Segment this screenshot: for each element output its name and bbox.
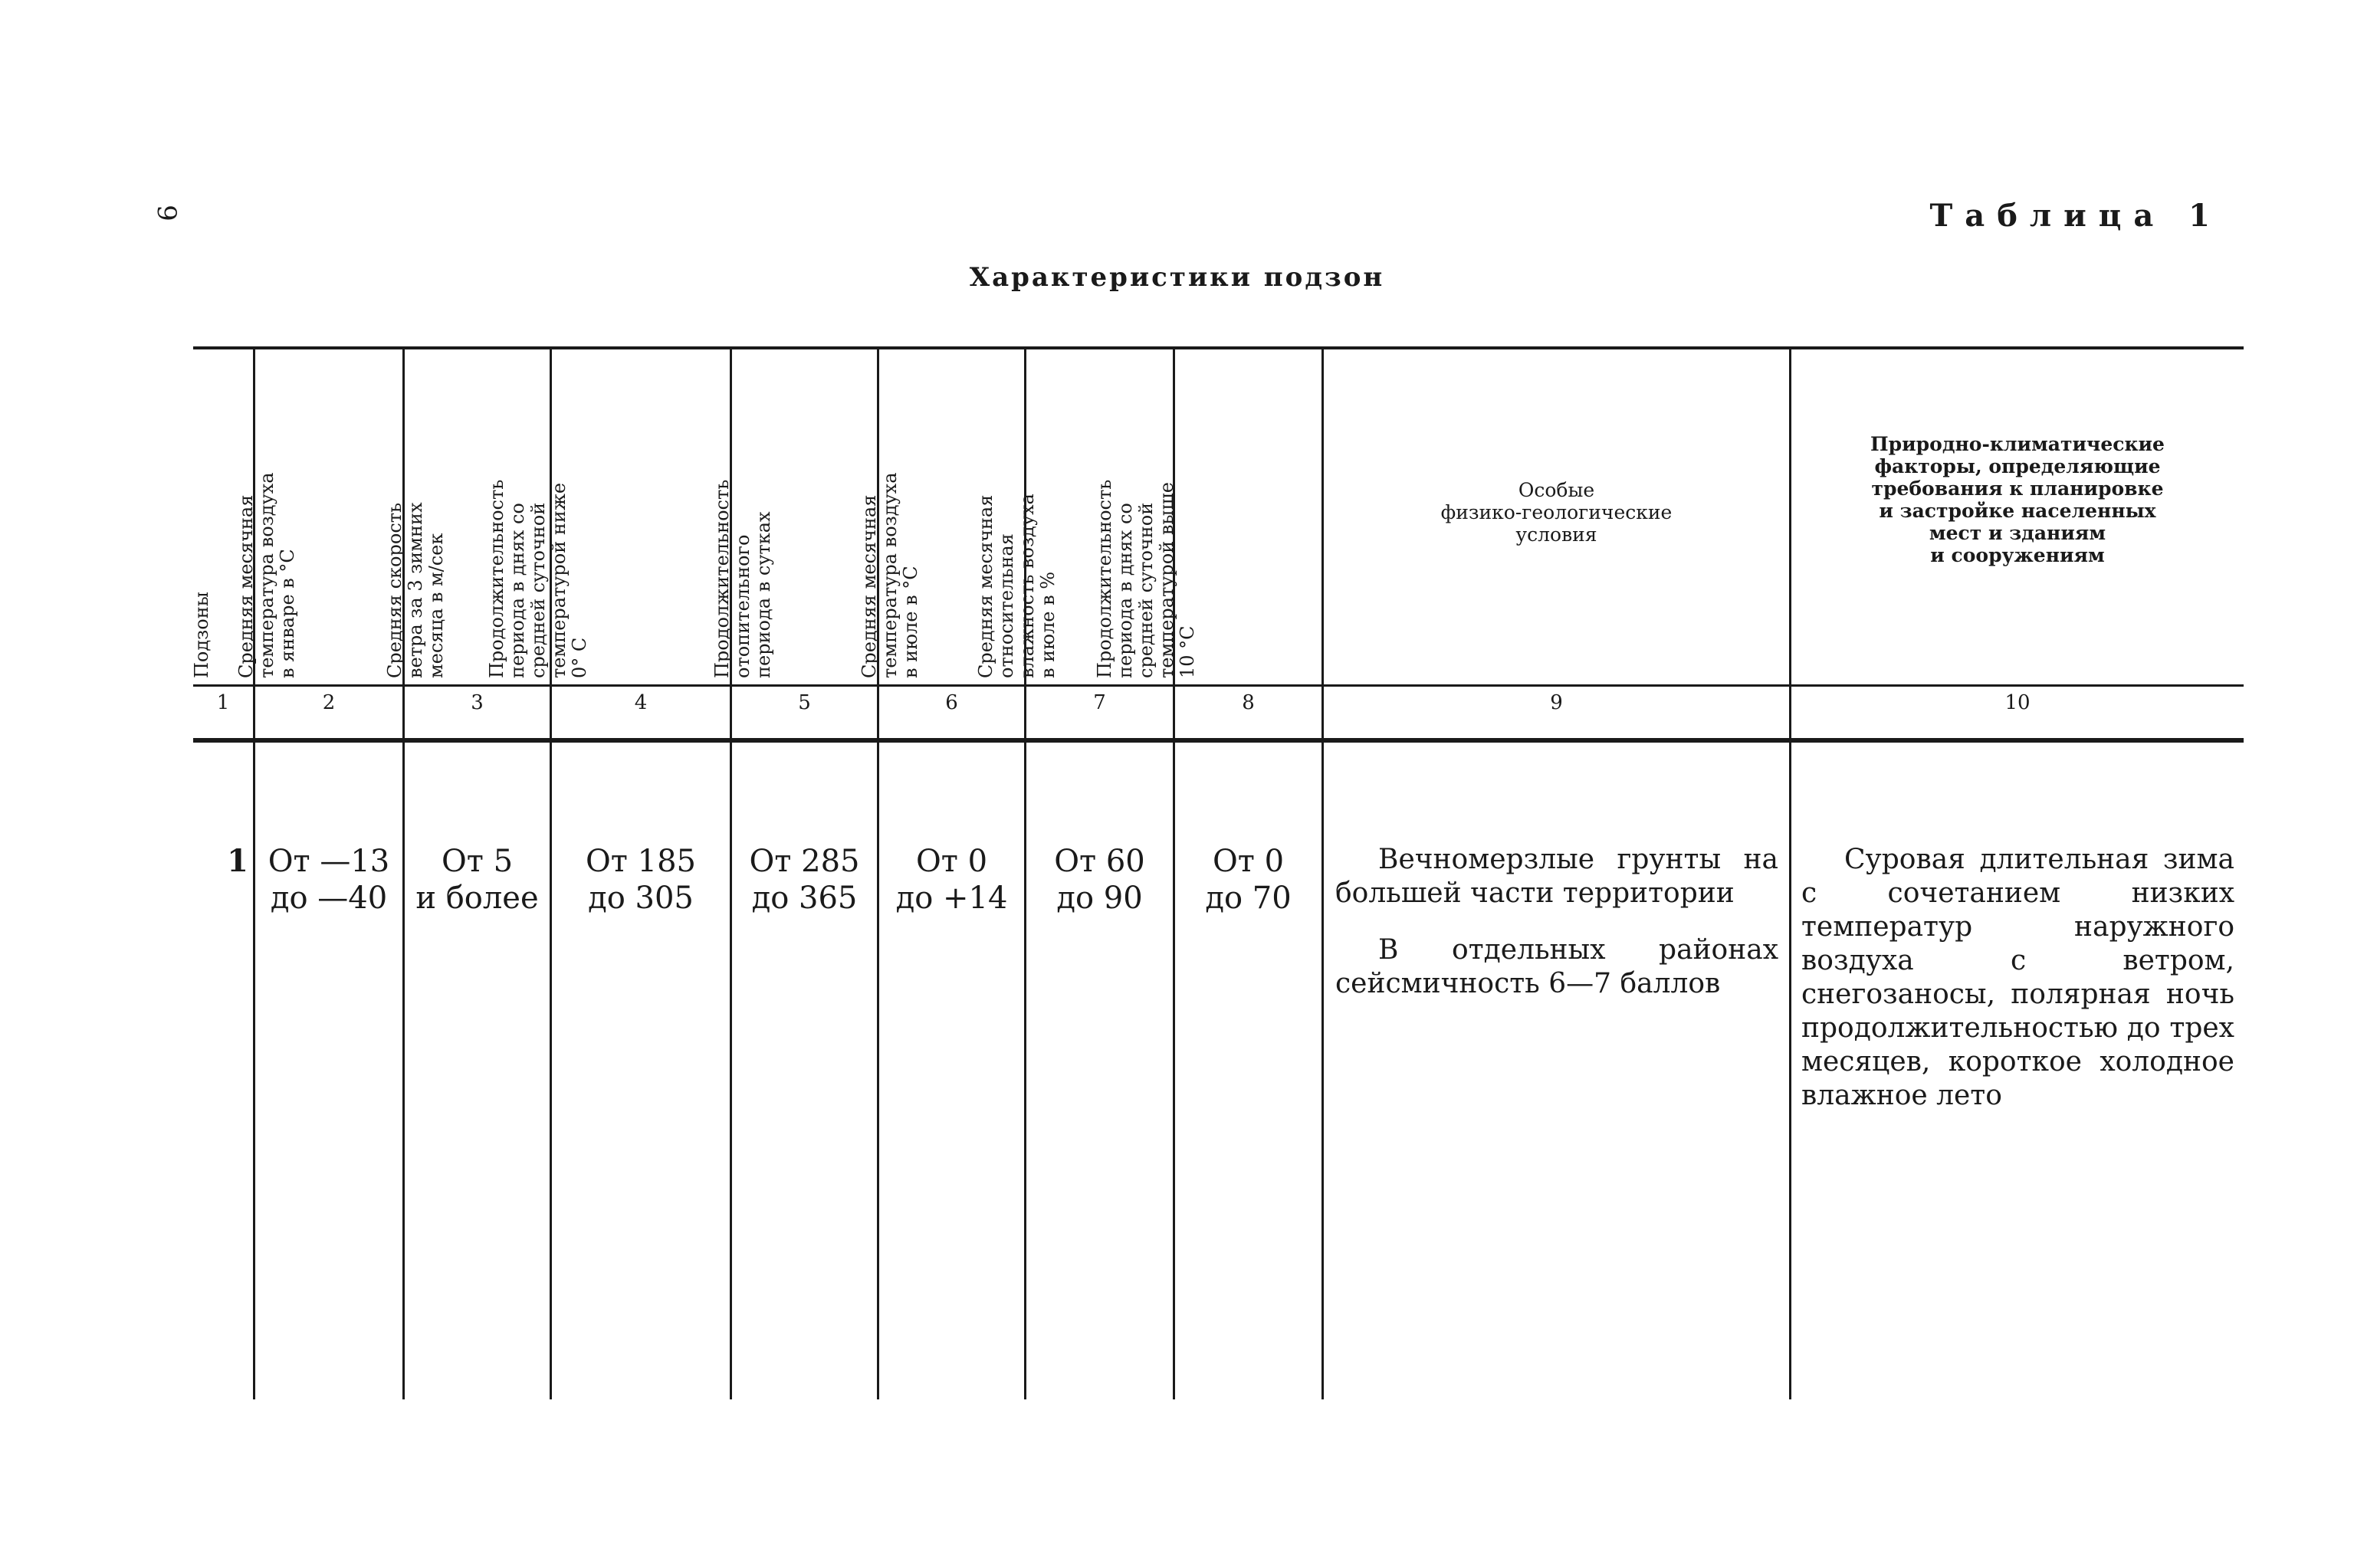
numbers-rule xyxy=(193,738,2244,743)
column-number: 5 xyxy=(798,691,811,714)
column-number: 2 xyxy=(322,691,336,714)
table-caption: Характеристики подзон xyxy=(969,262,1385,293)
conditions-paragraph: Вечномерзлые грунты на большей части территории xyxy=(1335,844,1778,909)
header-cell xyxy=(486,349,730,686)
header-cell xyxy=(1093,349,1321,686)
column-number: 7 xyxy=(1093,691,1106,714)
header-cell xyxy=(235,349,402,686)
humidity-cell: От 60 до 90 xyxy=(1054,844,1145,916)
july-temp-cell: От 0 до +14 xyxy=(895,844,1008,916)
header-text: Средняя месячная температура воздуха в июле в °С xyxy=(858,472,921,678)
heating-period-cell: От 285 до 365 xyxy=(749,844,860,916)
header-cell xyxy=(1791,349,2244,686)
column-number: 6 xyxy=(945,691,958,714)
column-number: 8 xyxy=(1242,691,1255,714)
header-cell xyxy=(1324,349,1789,686)
header-text: Средняя скорость ветра за 3 зимних месяца в м/сек xyxy=(383,502,447,678)
column-number: 10 xyxy=(2004,691,2031,714)
header-cell xyxy=(711,349,877,686)
page-number: 9 xyxy=(150,205,182,221)
conditions-paragraph: В отдельных районах сейсмичность 6—7 баллов xyxy=(1335,934,1778,999)
jan-temp-cell: От —13 до —40 xyxy=(268,844,390,916)
column-number: 1 xyxy=(216,691,230,714)
header-text: Подзоны xyxy=(191,592,212,678)
header-text: Продолжительность периода в днях со средней суточной температурой ниже 0° С xyxy=(486,479,590,678)
table-label: Таблица 1 xyxy=(1929,198,2222,234)
header-text: Продолжительность периода в днях со средней суточной температурой выше 10 °С xyxy=(1093,479,1198,678)
conditions-cell xyxy=(1335,843,1778,1024)
column-number: 4 xyxy=(634,691,648,714)
wind-cell: От 5 и более xyxy=(415,844,539,916)
factors-cell xyxy=(1801,843,2234,1136)
header-text: Особые физико-геологические условия xyxy=(1440,479,1673,546)
factors-paragraph: Суровая длительная зима с сочетанием низких температур наружного воздуха с ветром, снегозаносы, полярная ночь продолжительностью до трех месяцев, короткое холодное влажное лето xyxy=(1801,844,2234,1111)
column-number: 9 xyxy=(1550,691,1563,714)
header-text: Средняя месячная относительная влажность воздуха в июле в % xyxy=(974,494,1059,678)
header-text: Продолжительность отопительного периода в сутках xyxy=(711,479,774,678)
subzone-cell: 1 xyxy=(227,843,248,879)
days-below-zero-cell: От 185 до 305 xyxy=(586,844,696,916)
header-text: Средняя месячная температура воздуха в январе в °С xyxy=(235,472,298,678)
header-text: Природно-климатические факторы, определяющие требования к планировке и застройке населенных мест и зданиям и сооружениям xyxy=(1870,433,2165,566)
days-above-ten-cell: От 0 до 70 xyxy=(1205,844,1292,916)
column-number: 3 xyxy=(471,691,484,714)
